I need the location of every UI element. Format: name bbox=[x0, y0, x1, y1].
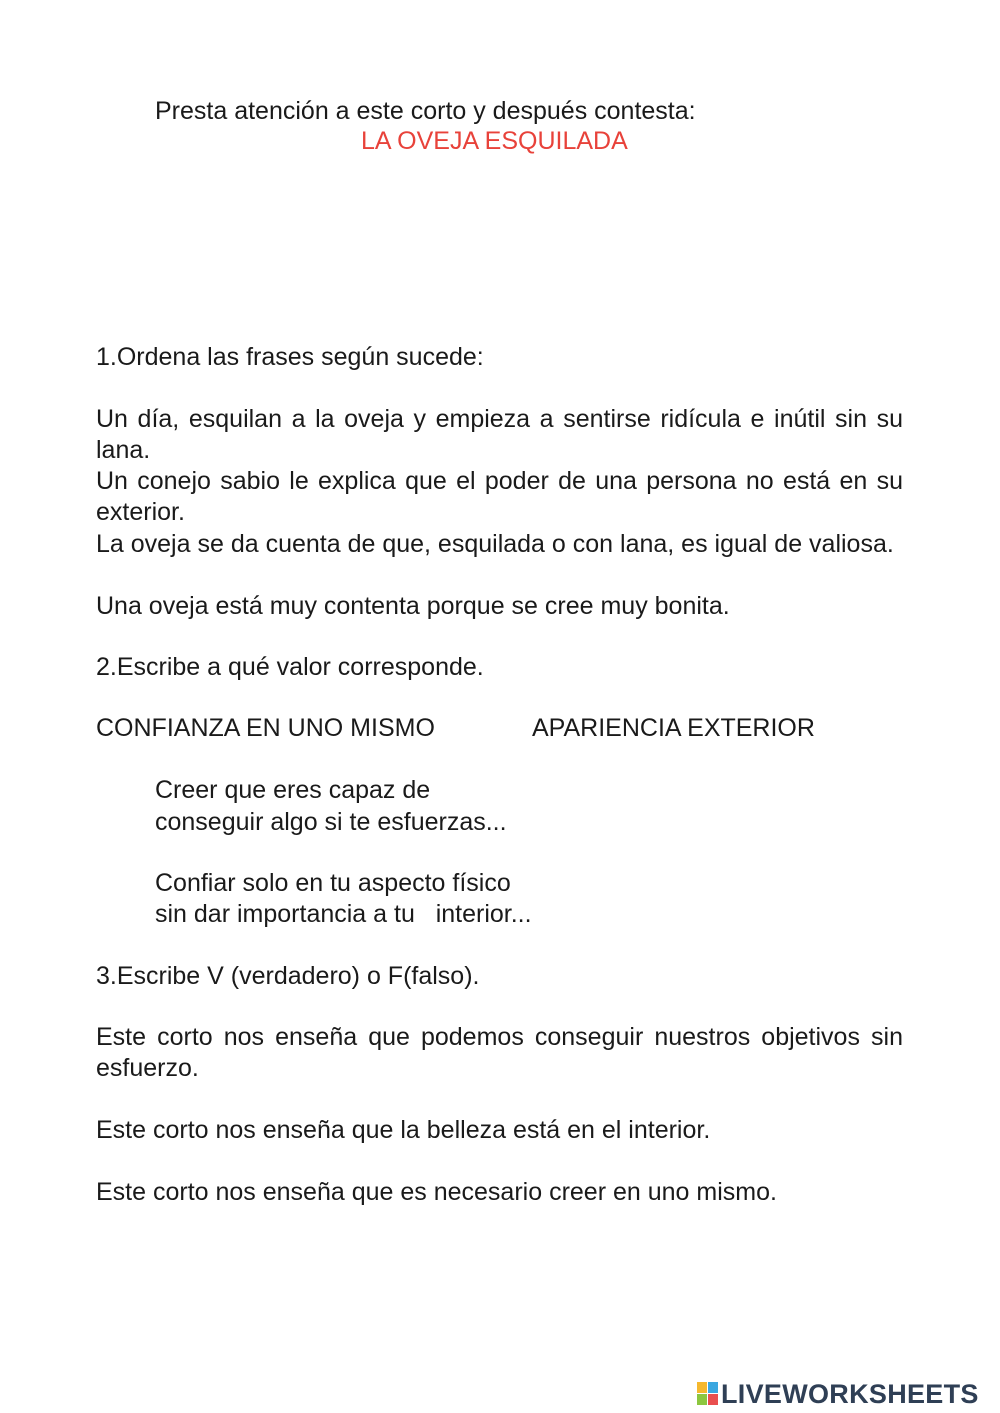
option-confianza: CONFIANZA EN UNO MISMO bbox=[96, 714, 435, 742]
statement-3: Este corto nos enseña que es necesario creer en uno mismo. bbox=[96, 1178, 777, 1206]
section1-heading: 1.Ordena las frases según sucede: bbox=[96, 343, 484, 371]
sentence-4: Una oveja está muy contenta porque se cree muy bonita. bbox=[96, 592, 730, 620]
instruction-text: Presta atención a este corto y después contesta: bbox=[155, 97, 696, 125]
statement-2: Este corto nos enseña que la belleza está en el interior. bbox=[96, 1116, 711, 1144]
sentence-1: Un día, esquilan a la oveja y empieza a sentirse ridícula e inútil sin su lana. bbox=[96, 405, 903, 464]
statement-1: Este corto nos enseña que podemos conseguir nuestros objetivos sin esfuerzo. bbox=[96, 1023, 903, 1082]
item-1-line-1: Creer que eres capaz de bbox=[155, 776, 431, 804]
video-title: LA OVEJA ESQUILADA bbox=[361, 127, 628, 155]
liveworksheets-logo bbox=[697, 1379, 979, 1409]
option-apariencia: APARIENCIA EXTERIOR bbox=[532, 714, 815, 742]
sentence-2: Un conejo sabio le explica que el poder de una persona no está en su exterior. bbox=[96, 467, 903, 526]
logo-text: LIVEWORKSHEETS bbox=[721, 1378, 979, 1409]
liveworksheets-logo-icon bbox=[697, 1382, 719, 1406]
section2-heading: 2.Escribe a qué valor corresponde. bbox=[96, 653, 484, 681]
item-2-line-2: sin dar importancia a tu interior... bbox=[155, 900, 532, 928]
section3-heading: 3.Escribe V (verdadero) o F(falso). bbox=[96, 962, 480, 990]
item-2-line-1: Confiar solo en tu aspecto físico bbox=[155, 869, 511, 897]
sentence-3: La oveja se da cuenta de que, esquilada o con lana, es igual de valiosa. bbox=[96, 530, 894, 558]
item-1-line-2: conseguir algo si te esfuerzas... bbox=[155, 808, 507, 836]
